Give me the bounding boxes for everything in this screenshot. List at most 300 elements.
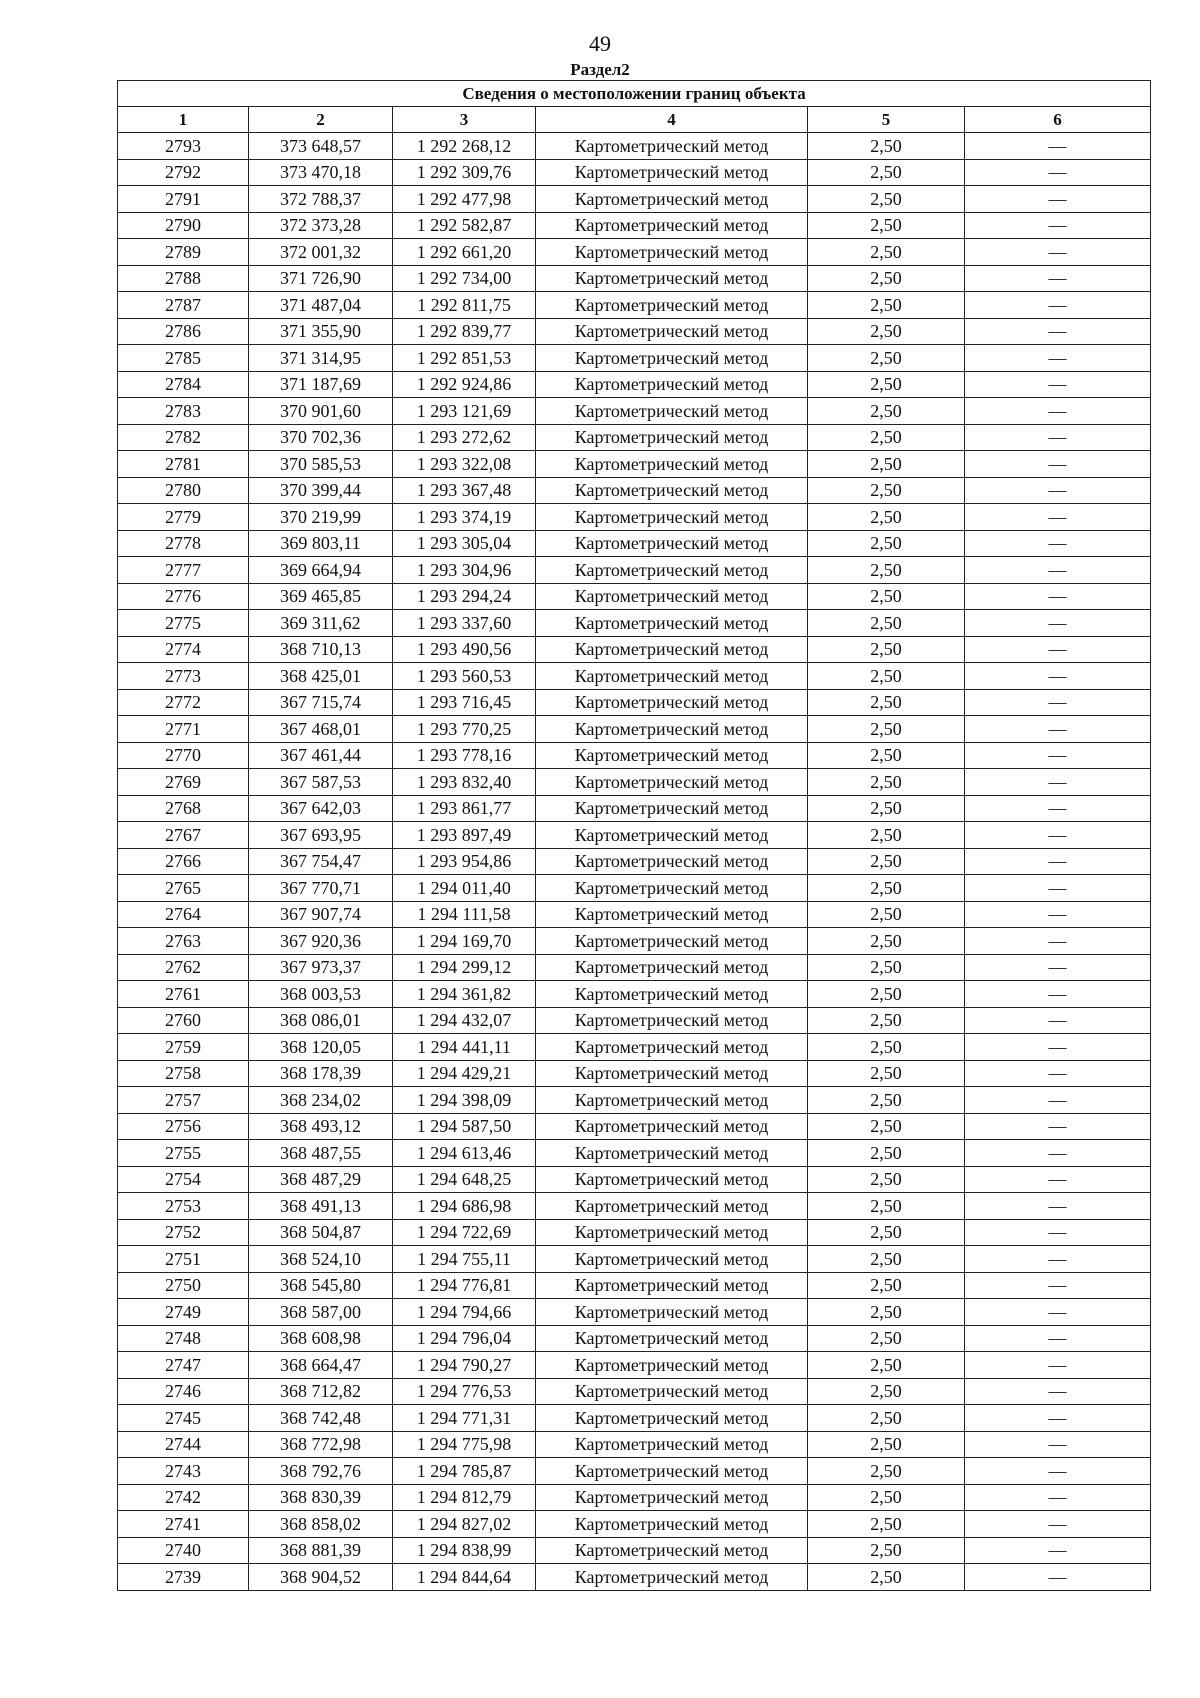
determination-method-cell: Картометрический метод (536, 1113, 808, 1140)
determination-method-cell: Картометрический метод (536, 1140, 808, 1167)
coordinate-x-cell: 367 468,01 (249, 716, 393, 743)
table-row (118, 689, 1151, 716)
point-number-cell: 2771 (118, 716, 249, 743)
coordinate-y-cell: 1 294 613,46 (393, 1140, 536, 1167)
table-row (118, 1007, 1151, 1034)
coordinate-y-cell: 1 292 839,77 (393, 318, 536, 345)
table-row (118, 822, 1151, 849)
determination-method-cell: Картометрический метод (536, 424, 808, 451)
boundary-coordinates-table (117, 80, 1151, 1591)
point-number-cell: 2759 (118, 1034, 249, 1061)
determination-method-cell: Картометрический метод (536, 1405, 808, 1432)
point-number-cell: 2785 (118, 345, 249, 372)
table-row (118, 292, 1151, 319)
point-description-cell: — (965, 239, 1151, 266)
table-row (118, 1352, 1151, 1379)
accuracy-cell: 2,50 (808, 1060, 965, 1087)
coordinate-x-cell: 368 712,82 (249, 1378, 393, 1405)
column-number-row (118, 107, 1151, 133)
coordinate-x-cell: 367 770,71 (249, 875, 393, 902)
coordinate-x-cell: 371 355,90 (249, 318, 393, 345)
accuracy-cell: 2,50 (808, 345, 965, 372)
accuracy-cell: 2,50 (808, 186, 965, 213)
coordinate-y-cell: 1 293 490,56 (393, 636, 536, 663)
coordinate-x-cell: 367 754,47 (249, 848, 393, 875)
coordinate-x-cell: 368 710,13 (249, 636, 393, 663)
point-number-cell: 2751 (118, 1246, 249, 1273)
coordinate-x-cell: 370 585,53 (249, 451, 393, 478)
coordinate-y-cell: 1 292 661,20 (393, 239, 536, 266)
coordinate-x-cell: 372 373,28 (249, 212, 393, 239)
point-description-cell: — (965, 1007, 1151, 1034)
table-row (118, 1166, 1151, 1193)
coordinate-y-cell: 1 294 785,87 (393, 1458, 536, 1485)
point-number-cell: 2769 (118, 769, 249, 796)
coordinate-y-cell: 1 292 268,12 (393, 133, 536, 160)
determination-method-cell: Картометрический метод (536, 1219, 808, 1246)
coordinate-x-cell: 370 702,36 (249, 424, 393, 451)
point-description-cell: — (965, 610, 1151, 637)
point-number-cell: 2782 (118, 424, 249, 451)
table-row (118, 371, 1151, 398)
accuracy-cell: 2,50 (808, 1272, 965, 1299)
determination-method-cell: Картометрический метод (536, 795, 808, 822)
accuracy-cell: 2,50 (808, 1246, 965, 1273)
determination-method-cell: Картометрический метод (536, 265, 808, 292)
determination-method-cell: Картометрический метод (536, 1034, 808, 1061)
table-row (118, 265, 1151, 292)
determination-method-cell: Картометрический метод (536, 610, 808, 637)
accuracy-cell: 2,50 (808, 1564, 965, 1591)
table-row (118, 1511, 1151, 1538)
accuracy-cell: 2,50 (808, 1087, 965, 1114)
coordinate-y-cell: 1 294 398,09 (393, 1087, 536, 1114)
coordinate-x-cell: 367 461,44 (249, 742, 393, 769)
point-number-cell: 2783 (118, 398, 249, 425)
point-description-cell: — (965, 292, 1151, 319)
determination-method-cell: Картометрический метод (536, 1166, 808, 1193)
table-row (118, 769, 1151, 796)
coordinate-y-cell: 1 294 794,66 (393, 1299, 536, 1326)
point-number-cell: 2757 (118, 1087, 249, 1114)
point-description-cell: — (965, 1219, 1151, 1246)
determination-method-cell: Картометрический метод (536, 1246, 808, 1273)
determination-method-cell: Картометрический метод (536, 1007, 808, 1034)
point-description-cell: — (965, 371, 1151, 398)
table-row (118, 1537, 1151, 1564)
point-description-cell: — (965, 530, 1151, 557)
point-number-cell: 2763 (118, 928, 249, 955)
point-number-cell: 2752 (118, 1219, 249, 1246)
coordinate-x-cell: 371 487,04 (249, 292, 393, 319)
determination-method-cell: Картометрический метод (536, 981, 808, 1008)
coordinate-y-cell: 1 294 796,04 (393, 1325, 536, 1352)
point-number-cell: 2791 (118, 186, 249, 213)
accuracy-cell: 2,50 (808, 822, 965, 849)
point-number-cell: 2768 (118, 795, 249, 822)
coordinate-x-cell: 367 587,53 (249, 769, 393, 796)
table-row (118, 212, 1151, 239)
point-number-cell: 2787 (118, 292, 249, 319)
point-description-cell: — (965, 875, 1151, 902)
determination-method-cell: Картометрический метод (536, 1325, 808, 1352)
determination-method-cell: Картометрический метод (536, 451, 808, 478)
determination-method-cell: Картометрический метод (536, 133, 808, 160)
determination-method-cell: Картометрический метод (536, 557, 808, 584)
table-row (118, 451, 1151, 478)
table-row (118, 1299, 1151, 1326)
coordinate-x-cell: 368 545,80 (249, 1272, 393, 1299)
coordinate-y-cell: 1 293 305,04 (393, 530, 536, 557)
determination-method-cell: Картометрический метод (536, 212, 808, 239)
determination-method-cell: Картометрический метод (536, 1484, 808, 1511)
accuracy-cell: 2,50 (808, 1458, 965, 1485)
section-title: Раздел2 (570, 60, 630, 79)
point-number-cell: 2758 (118, 1060, 249, 1087)
point-number-cell: 2780 (118, 477, 249, 504)
coordinate-x-cell: 373 648,57 (249, 133, 393, 160)
coordinate-x-cell: 368 664,47 (249, 1352, 393, 1379)
table-row (118, 557, 1151, 584)
determination-method-cell: Картометрический метод (536, 1458, 808, 1485)
determination-method-cell: Картометрический метод (536, 371, 808, 398)
point-description-cell: — (965, 345, 1151, 372)
table-row (118, 1193, 1151, 1220)
accuracy-cell: 2,50 (808, 795, 965, 822)
coordinate-x-cell: 369 664,94 (249, 557, 393, 584)
coordinate-y-cell: 1 294 587,50 (393, 1113, 536, 1140)
coordinate-x-cell: 367 642,03 (249, 795, 393, 822)
accuracy-cell: 2,50 (808, 1193, 965, 1220)
point-number-cell: 2790 (118, 212, 249, 239)
accuracy-cell: 2,50 (808, 583, 965, 610)
coordinate-x-cell: 368 425,01 (249, 663, 393, 690)
table-row (118, 159, 1151, 186)
determination-method-cell: Картометрический метод (536, 769, 808, 796)
point-description-cell: — (965, 1325, 1151, 1352)
coordinate-y-cell: 1 294 790,27 (393, 1352, 536, 1379)
point-description-cell: — (965, 981, 1151, 1008)
accuracy-cell: 2,50 (808, 504, 965, 531)
point-description-cell: — (965, 318, 1151, 345)
coordinate-x-cell: 368 524,10 (249, 1246, 393, 1273)
point-description-cell: — (965, 477, 1151, 504)
determination-method-cell: Картометрический метод (536, 928, 808, 955)
table-row (118, 133, 1151, 160)
accuracy-cell: 2,50 (808, 451, 965, 478)
table-row (118, 239, 1151, 266)
accuracy-cell: 2,50 (808, 610, 965, 637)
determination-method-cell: Картометрический метод (536, 292, 808, 319)
coordinate-x-cell: 369 803,11 (249, 530, 393, 557)
accuracy-cell: 2,50 (808, 742, 965, 769)
point-description-cell: — (965, 265, 1151, 292)
accuracy-cell: 2,50 (808, 1140, 965, 1167)
table-row (118, 663, 1151, 690)
coordinate-x-cell: 371 314,95 (249, 345, 393, 372)
point-description-cell: — (965, 1511, 1151, 1538)
determination-method-cell: Картометрический метод (536, 345, 808, 372)
point-number-cell: 2772 (118, 689, 249, 716)
determination-method-cell: Картометрический метод (536, 1193, 808, 1220)
coordinate-y-cell: 1 293 272,62 (393, 424, 536, 451)
accuracy-cell: 2,50 (808, 716, 965, 743)
coordinate-y-cell: 1 293 897,49 (393, 822, 536, 849)
determination-method-cell: Картометрический метод (536, 583, 808, 610)
determination-method-cell: Картометрический метод (536, 822, 808, 849)
table-row (118, 1219, 1151, 1246)
coordinate-y-cell: 1 292 851,53 (393, 345, 536, 372)
accuracy-cell: 2,50 (808, 1113, 965, 1140)
accuracy-cell: 2,50 (808, 1166, 965, 1193)
point-number-cell: 2747 (118, 1352, 249, 1379)
table-row (118, 795, 1151, 822)
accuracy-cell: 2,50 (808, 954, 965, 981)
coordinate-x-cell: 367 973,37 (249, 954, 393, 981)
point-number-cell: 2789 (118, 239, 249, 266)
table-row (118, 610, 1151, 637)
accuracy-cell: 2,50 (808, 239, 965, 266)
coordinate-x-cell: 367 715,74 (249, 689, 393, 716)
point-number-cell: 2744 (118, 1431, 249, 1458)
accuracy-cell: 2,50 (808, 1378, 965, 1405)
point-number-cell: 2779 (118, 504, 249, 531)
coordinate-y-cell: 1 294 722,69 (393, 1219, 536, 1246)
page-number: 49 (589, 31, 611, 56)
point-description-cell: — (965, 1193, 1151, 1220)
point-description-cell: — (965, 159, 1151, 186)
determination-method-cell: Картометрический метод (536, 1431, 808, 1458)
point-description-cell: — (965, 1484, 1151, 1511)
accuracy-cell: 2,50 (808, 1325, 965, 1352)
point-number-cell: 2788 (118, 265, 249, 292)
coordinate-x-cell: 367 907,74 (249, 901, 393, 928)
accuracy-cell: 2,50 (808, 1007, 965, 1034)
table-row (118, 1405, 1151, 1432)
accuracy-cell: 2,50 (808, 530, 965, 557)
point-description-cell: — (965, 1060, 1151, 1087)
coordinate-x-cell: 368 003,53 (249, 981, 393, 1008)
point-number-cell: 2743 (118, 1458, 249, 1485)
accuracy-cell: 2,50 (808, 1405, 965, 1432)
coordinate-x-cell: 371 187,69 (249, 371, 393, 398)
table-row (118, 504, 1151, 531)
coordinate-y-cell: 1 293 716,45 (393, 689, 536, 716)
coordinate-x-cell: 367 693,95 (249, 822, 393, 849)
point-description-cell: — (965, 1537, 1151, 1564)
table-header (118, 81, 1151, 133)
coordinate-x-cell: 368 608,98 (249, 1325, 393, 1352)
table-row (118, 530, 1151, 557)
point-description-cell: — (965, 1113, 1151, 1140)
coordinate-x-cell: 368 772,98 (249, 1431, 393, 1458)
point-description-cell: — (965, 901, 1151, 928)
determination-method-cell: Картометрический метод (536, 239, 808, 266)
coordinate-y-cell: 1 294 361,82 (393, 981, 536, 1008)
determination-method-cell: Картометрический метод (536, 159, 808, 186)
coordinate-x-cell: 371 726,90 (249, 265, 393, 292)
column-number-1: 1 (118, 107, 249, 133)
coordinate-y-cell: 1 293 954,86 (393, 848, 536, 875)
table-row (118, 1484, 1151, 1511)
coordinate-x-cell: 370 901,60 (249, 398, 393, 425)
determination-method-cell: Картометрический метод (536, 901, 808, 928)
point-number-cell: 2793 (118, 133, 249, 160)
determination-method-cell: Картометрический метод (536, 954, 808, 981)
point-number-cell: 2777 (118, 557, 249, 584)
determination-method-cell: Картометрический метод (536, 689, 808, 716)
table-row (118, 186, 1151, 213)
point-description-cell: — (965, 663, 1151, 690)
point-number-cell: 2761 (118, 981, 249, 1008)
table-row (118, 1060, 1151, 1087)
point-number-cell: 2776 (118, 583, 249, 610)
point-number-cell: 2765 (118, 875, 249, 902)
determination-method-cell: Картометрический метод (536, 1511, 808, 1538)
coordinate-x-cell: 367 920,36 (249, 928, 393, 955)
point-description-cell: — (965, 1431, 1151, 1458)
point-description-cell: — (965, 583, 1151, 610)
point-description-cell: — (965, 954, 1151, 981)
determination-method-cell: Картометрический метод (536, 504, 808, 531)
point-description-cell: — (965, 1166, 1151, 1193)
table-row (118, 1272, 1151, 1299)
table-row (118, 583, 1151, 610)
accuracy-cell: 2,50 (808, 292, 965, 319)
coordinate-x-cell: 368 491,13 (249, 1193, 393, 1220)
point-number-cell: 2762 (118, 954, 249, 981)
table-row (118, 1431, 1151, 1458)
column-number-3: 3 (393, 107, 536, 133)
point-number-cell: 2760 (118, 1007, 249, 1034)
point-number-cell: 2775 (118, 610, 249, 637)
accuracy-cell: 2,50 (808, 212, 965, 239)
accuracy-cell: 2,50 (808, 981, 965, 1008)
accuracy-cell: 2,50 (808, 1352, 965, 1379)
column-number-4: 4 (536, 107, 808, 133)
table-row (118, 742, 1151, 769)
coordinate-y-cell: 1 292 477,98 (393, 186, 536, 213)
determination-method-cell: Картометрический метод (536, 848, 808, 875)
accuracy-cell: 2,50 (808, 133, 965, 160)
point-number-cell: 2739 (118, 1564, 249, 1591)
determination-method-cell: Картометрический метод (536, 398, 808, 425)
table-row (118, 1113, 1151, 1140)
coordinate-y-cell: 1 293 337,60 (393, 610, 536, 637)
coordinate-y-cell: 1 293 304,96 (393, 557, 536, 584)
accuracy-cell: 2,50 (808, 265, 965, 292)
point-description-cell: — (965, 1034, 1151, 1061)
coordinate-x-cell: 372 788,37 (249, 186, 393, 213)
point-number-cell: 2784 (118, 371, 249, 398)
determination-method-cell: Картометрический метод (536, 636, 808, 663)
table-row (118, 981, 1151, 1008)
coordinate-y-cell: 1 294 011,40 (393, 875, 536, 902)
table-row (118, 716, 1151, 743)
point-description-cell: — (965, 133, 1151, 160)
point-number-cell: 2767 (118, 822, 249, 849)
coordinate-y-cell: 1 292 309,76 (393, 159, 536, 186)
determination-method-cell: Картометрический метод (536, 1060, 808, 1087)
point-description-cell: — (965, 769, 1151, 796)
coordinate-y-cell: 1 294 441,11 (393, 1034, 536, 1061)
column-number-2: 2 (249, 107, 393, 133)
table-row (118, 1564, 1151, 1591)
coordinate-x-cell: 373 470,18 (249, 159, 393, 186)
accuracy-cell: 2,50 (808, 1034, 965, 1061)
coordinate-x-cell: 368 178,39 (249, 1060, 393, 1087)
table-row (118, 1034, 1151, 1061)
table-body (118, 133, 1151, 1591)
coordinate-x-cell: 368 881,39 (249, 1537, 393, 1564)
coordinate-y-cell: 1 294 812,79 (393, 1484, 536, 1511)
column-number-6: 6 (965, 107, 1151, 133)
determination-method-cell: Картометрический метод (536, 1352, 808, 1379)
accuracy-cell: 2,50 (808, 848, 965, 875)
accuracy-cell: 2,50 (808, 1431, 965, 1458)
accuracy-cell: 2,50 (808, 371, 965, 398)
point-description-cell: — (965, 716, 1151, 743)
table-row (118, 1378, 1151, 1405)
point-number-cell: 2749 (118, 1299, 249, 1326)
determination-method-cell: Картометрический метод (536, 1299, 808, 1326)
point-description-cell: — (965, 1405, 1151, 1432)
point-number-cell: 2742 (118, 1484, 249, 1511)
coordinate-y-cell: 1 293 560,53 (393, 663, 536, 690)
point-description-cell: — (965, 186, 1151, 213)
coordinate-y-cell: 1 294 771,31 (393, 1405, 536, 1432)
point-description-cell: — (965, 398, 1151, 425)
point-number-cell: 2770 (118, 742, 249, 769)
point-description-cell: — (965, 848, 1151, 875)
table-row (118, 1140, 1151, 1167)
accuracy-cell: 2,50 (808, 398, 965, 425)
point-number-cell: 2750 (118, 1272, 249, 1299)
coordinate-x-cell: 368 792,76 (249, 1458, 393, 1485)
accuracy-cell: 2,50 (808, 318, 965, 345)
point-number-cell: 2773 (118, 663, 249, 690)
coordinate-y-cell: 1 294 827,02 (393, 1511, 536, 1538)
coordinate-y-cell: 1 294 838,99 (393, 1537, 536, 1564)
coordinate-y-cell: 1 294 775,98 (393, 1431, 536, 1458)
point-number-cell: 2792 (118, 159, 249, 186)
point-description-cell: — (965, 1087, 1151, 1114)
determination-method-cell: Картометрический метод (536, 875, 808, 902)
table-row (118, 398, 1151, 425)
coordinate-x-cell: 372 001,32 (249, 239, 393, 266)
determination-method-cell: Картометрический метод (536, 716, 808, 743)
coordinate-y-cell: 1 293 861,77 (393, 795, 536, 822)
point-number-cell: 2756 (118, 1113, 249, 1140)
coordinate-x-cell: 368 493,12 (249, 1113, 393, 1140)
point-number-cell: 2754 (118, 1166, 249, 1193)
accuracy-cell: 2,50 (808, 477, 965, 504)
point-description-cell: — (965, 504, 1151, 531)
determination-method-cell: Картометрический метод (536, 1537, 808, 1564)
point-number-cell: 2764 (118, 901, 249, 928)
table-row (118, 875, 1151, 902)
point-description-cell: — (965, 1299, 1151, 1326)
point-description-cell: — (965, 795, 1151, 822)
table-row (118, 928, 1151, 955)
coordinate-y-cell: 1 294 429,21 (393, 1060, 536, 1087)
column-number-5: 5 (808, 107, 965, 133)
point-description-cell: — (965, 451, 1151, 478)
point-description-cell: — (965, 212, 1151, 239)
accuracy-cell: 2,50 (808, 1511, 965, 1538)
accuracy-cell: 2,50 (808, 663, 965, 690)
accuracy-cell: 2,50 (808, 928, 965, 955)
